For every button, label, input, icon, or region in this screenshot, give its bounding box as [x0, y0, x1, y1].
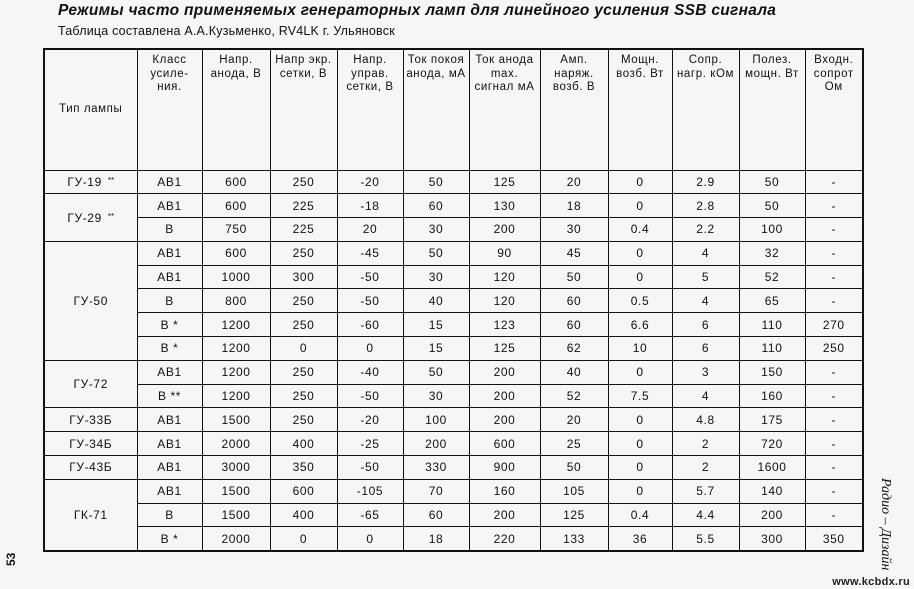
- header-excitation-amplitude: Амп. наряж. возб. В: [540, 49, 608, 170]
- header-type: Тип лампы: [44, 49, 137, 170]
- value-cell: 0: [608, 432, 672, 456]
- table-row: [44, 384, 863, 408]
- value-cell: 7.5: [608, 384, 672, 408]
- value-cell: 60: [540, 289, 608, 313]
- value-cell: -: [805, 170, 863, 194]
- value-cell: 6.6: [608, 313, 672, 337]
- value-cell: 150: [739, 360, 805, 384]
- header-anode-voltage: Напр. анода, В: [202, 49, 270, 170]
- value-cell: 125: [469, 337, 540, 361]
- value-cell: 100: [739, 218, 805, 242]
- header-input-resistance: Входн. сопрот Ом: [805, 49, 863, 170]
- value-cell: 60: [540, 313, 608, 337]
- value-cell: 250: [270, 384, 337, 408]
- value-cell: 225: [270, 218, 337, 242]
- tube-type: [44, 479, 137, 550]
- table-row: [44, 218, 863, 242]
- value-cell: -50: [337, 265, 403, 289]
- value-cell: 250: [270, 360, 337, 384]
- value-cell: 800: [202, 289, 270, 313]
- value-cell: 50: [739, 170, 805, 194]
- value-cell: 50: [403, 360, 469, 384]
- class-cell: АВ1: [137, 241, 202, 265]
- table-row: [44, 170, 863, 194]
- value-cell: -: [805, 289, 863, 313]
- value-cell: 600: [202, 170, 270, 194]
- header-grid-voltage: Напр. управ. сетки, В: [337, 49, 403, 170]
- value-cell: 160: [739, 384, 805, 408]
- class-cell: АВ1: [137, 265, 202, 289]
- value-cell: 200: [469, 408, 540, 432]
- value-cell: 160: [469, 479, 540, 503]
- value-cell: 350: [270, 456, 337, 480]
- header-load-resistance: Сопр. нагр. кОм: [672, 49, 739, 170]
- value-cell: 1200: [202, 313, 270, 337]
- value-cell: 1000: [202, 265, 270, 289]
- value-cell: 250: [270, 313, 337, 337]
- value-cell: 200: [469, 384, 540, 408]
- value-cell: 300: [270, 265, 337, 289]
- value-cell: 45: [540, 241, 608, 265]
- value-cell: 900: [469, 456, 540, 480]
- table-row: [44, 289, 863, 313]
- value-cell: 62: [540, 337, 608, 361]
- value-cell: 110: [739, 337, 805, 361]
- value-cell: 200: [469, 218, 540, 242]
- value-cell: 30: [403, 218, 469, 242]
- watermark: www.kcbdx.ru: [832, 576, 910, 588]
- value-cell: 4: [672, 289, 739, 313]
- value-cell: 225: [270, 194, 337, 218]
- value-cell: 120: [469, 265, 540, 289]
- page-number: 53: [4, 552, 18, 566]
- table-row: [44, 337, 863, 361]
- header-max-current: Ток анода max. сигнал мА: [469, 49, 540, 170]
- value-cell: 20: [540, 408, 608, 432]
- value-cell: 2.9: [672, 170, 739, 194]
- class-cell: В *: [137, 313, 202, 337]
- table-row: [44, 479, 863, 503]
- table-row: [44, 503, 863, 527]
- value-cell: 600: [469, 432, 540, 456]
- value-cell: 25: [540, 432, 608, 456]
- class-cell: В **: [137, 384, 202, 408]
- value-cell: 6: [672, 313, 739, 337]
- value-cell: 50: [540, 265, 608, 289]
- value-cell: 5: [672, 265, 739, 289]
- tube-type-label: ГУ-50: [73, 293, 108, 308]
- value-cell: 1500: [202, 503, 270, 527]
- value-cell: 4.8: [672, 408, 739, 432]
- value-cell: 0: [608, 170, 672, 194]
- value-cell: 300: [739, 527, 805, 551]
- value-cell: 400: [270, 503, 337, 527]
- tube-type-label: ГУ-33Б: [69, 412, 113, 427]
- value-cell: 200: [403, 432, 469, 456]
- value-cell: 133: [540, 527, 608, 551]
- header-output-power: Полез. мощн. Вт: [739, 49, 805, 170]
- value-cell: 1200: [202, 384, 270, 408]
- table-row: [44, 265, 863, 289]
- value-cell: 200: [739, 503, 805, 527]
- class-cell: В *: [137, 527, 202, 551]
- value-cell: 40: [540, 360, 608, 384]
- value-cell: -: [805, 218, 863, 242]
- value-cell: -: [805, 384, 863, 408]
- value-cell: 120: [469, 289, 540, 313]
- value-cell: 600: [202, 241, 270, 265]
- value-cell: 350: [805, 527, 863, 551]
- value-cell: 750: [202, 218, 270, 242]
- value-cell: 600: [270, 479, 337, 503]
- value-cell: 2: [672, 456, 739, 480]
- table-row: [44, 432, 863, 456]
- class-cell: АВ1: [137, 479, 202, 503]
- value-cell: 0: [270, 527, 337, 551]
- value-cell: 32: [739, 241, 805, 265]
- value-cell: 250: [270, 408, 337, 432]
- tube-type: [44, 408, 137, 432]
- value-cell: -20: [337, 408, 403, 432]
- value-cell: -60: [337, 313, 403, 337]
- value-cell: 5.5: [672, 527, 739, 551]
- class-cell: В: [137, 289, 202, 313]
- value-cell: -: [805, 479, 863, 503]
- class-cell: АВ1: [137, 170, 202, 194]
- value-cell: -65: [337, 503, 403, 527]
- value-cell: 0: [608, 241, 672, 265]
- class-cell: В: [137, 503, 202, 527]
- table-body: [44, 170, 863, 551]
- value-cell: 0.5: [608, 289, 672, 313]
- value-cell: 0: [337, 337, 403, 361]
- value-cell: 123: [469, 313, 540, 337]
- value-cell: 720: [739, 432, 805, 456]
- tube-type-label: ГУ-43Б: [69, 460, 113, 475]
- value-cell: 65: [739, 289, 805, 313]
- header-idle-current: Ток покоя анода, мА: [403, 49, 469, 170]
- tube-modes-table: [43, 48, 864, 552]
- class-cell: В: [137, 218, 202, 242]
- value-cell: 0.4: [608, 218, 672, 242]
- value-cell: 0: [608, 265, 672, 289]
- value-cell: 70: [403, 479, 469, 503]
- tube-type: [44, 241, 137, 360]
- value-cell: 1500: [202, 479, 270, 503]
- tube-type: [44, 456, 137, 480]
- value-cell: 250: [805, 337, 863, 361]
- header-screen-voltage: Напр экр. сетки, В: [270, 49, 337, 170]
- class-cell: В *: [137, 337, 202, 361]
- table-row: [44, 360, 863, 384]
- value-cell: 20: [337, 218, 403, 242]
- value-cell: 30: [403, 265, 469, 289]
- value-cell: 0: [608, 408, 672, 432]
- footnote-mark: **: [107, 211, 115, 221]
- value-cell: 18: [540, 194, 608, 218]
- value-cell: 0: [608, 360, 672, 384]
- value-cell: -18: [337, 194, 403, 218]
- tube-type-label: ГК-71: [73, 507, 108, 522]
- class-cell: АВ1: [137, 194, 202, 218]
- tube-type-label: ГУ-29: [67, 210, 102, 225]
- value-cell: -20: [337, 170, 403, 194]
- value-cell: 52: [540, 384, 608, 408]
- value-cell: 220: [469, 527, 540, 551]
- value-cell: -: [805, 194, 863, 218]
- value-cell: 0: [608, 194, 672, 218]
- value-cell: 100: [403, 408, 469, 432]
- value-cell: 2000: [202, 432, 270, 456]
- value-cell: 330: [403, 456, 469, 480]
- value-cell: 1200: [202, 337, 270, 361]
- value-cell: 10: [608, 337, 672, 361]
- side-caption: Радио – Дизайн: [878, 478, 893, 571]
- header-excitation-power: Мощн. возб. Вт: [608, 49, 672, 170]
- value-cell: 200: [469, 503, 540, 527]
- table-row: [44, 456, 863, 480]
- value-cell: 50: [739, 194, 805, 218]
- value-cell: 105: [540, 479, 608, 503]
- value-cell: 50: [403, 170, 469, 194]
- value-cell: 4: [672, 384, 739, 408]
- value-cell: 30: [540, 218, 608, 242]
- value-cell: 4: [672, 241, 739, 265]
- page-title: Режимы часто применяемых генераторных ламп для линейного усиления SSB сигнала: [58, 2, 777, 19]
- value-cell: -50: [337, 289, 403, 313]
- tube-type: [44, 432, 137, 456]
- value-cell: -45: [337, 241, 403, 265]
- value-cell: 3000: [202, 456, 270, 480]
- value-cell: 130: [469, 194, 540, 218]
- tube-type-label: ГУ-72: [73, 377, 108, 392]
- value-cell: -: [805, 432, 863, 456]
- value-cell: -: [805, 265, 863, 289]
- value-cell: 0: [608, 456, 672, 480]
- value-cell: 1600: [739, 456, 805, 480]
- value-cell: 36: [608, 527, 672, 551]
- value-cell: -: [805, 241, 863, 265]
- table-row: [44, 241, 863, 265]
- value-cell: 600: [202, 194, 270, 218]
- value-cell: 20: [540, 170, 608, 194]
- value-cell: -: [805, 456, 863, 480]
- value-cell: 175: [739, 408, 805, 432]
- value-cell: -40: [337, 360, 403, 384]
- table-row: [44, 194, 863, 218]
- value-cell: 0: [337, 527, 403, 551]
- tube-type-label: ГУ-19: [67, 174, 102, 189]
- footnote-mark: **: [107, 175, 115, 185]
- value-cell: 2.2: [672, 218, 739, 242]
- class-cell: АВ1: [137, 432, 202, 456]
- value-cell: 50: [540, 456, 608, 480]
- page-subtitle: Таблица составлена А.А.Кузьменко, RV4LK г. Ульяновск: [58, 24, 395, 38]
- table-row: [44, 408, 863, 432]
- value-cell: 30: [403, 384, 469, 408]
- value-cell: 2000: [202, 527, 270, 551]
- header-class: Класс усиле- ния.: [137, 49, 202, 170]
- value-cell: 270: [805, 313, 863, 337]
- tube-type-label: ГУ-34Б: [69, 436, 113, 451]
- value-cell: -: [805, 408, 863, 432]
- value-cell: 0: [608, 479, 672, 503]
- value-cell: -50: [337, 456, 403, 480]
- value-cell: 15: [403, 337, 469, 361]
- value-cell: 110: [739, 313, 805, 337]
- class-cell: АВ1: [137, 360, 202, 384]
- value-cell: -105: [337, 479, 403, 503]
- tube-type: [44, 360, 137, 408]
- value-cell: 125: [540, 503, 608, 527]
- value-cell: 15: [403, 313, 469, 337]
- value-cell: -25: [337, 432, 403, 456]
- value-cell: 2: [672, 432, 739, 456]
- value-cell: 60: [403, 503, 469, 527]
- value-cell: 2.8: [672, 194, 739, 218]
- table-row: [44, 527, 863, 551]
- value-cell: 52: [739, 265, 805, 289]
- value-cell: 4.4: [672, 503, 739, 527]
- value-cell: 125: [469, 170, 540, 194]
- value-cell: 250: [270, 241, 337, 265]
- value-cell: 5.7: [672, 479, 739, 503]
- value-cell: -: [805, 360, 863, 384]
- table-row: [44, 313, 863, 337]
- class-cell: АВ1: [137, 456, 202, 480]
- value-cell: 3: [672, 360, 739, 384]
- value-cell: 200: [469, 360, 540, 384]
- value-cell: 1500: [202, 408, 270, 432]
- value-cell: 250: [270, 170, 337, 194]
- value-cell: 1200: [202, 360, 270, 384]
- value-cell: 50: [403, 241, 469, 265]
- value-cell: 0.4: [608, 503, 672, 527]
- value-cell: 6: [672, 337, 739, 361]
- value-cell: 90: [469, 241, 540, 265]
- class-cell: АВ1: [137, 408, 202, 432]
- tube-type: [44, 194, 137, 242]
- value-cell: -50: [337, 384, 403, 408]
- value-cell: -: [805, 503, 863, 527]
- value-cell: 140: [739, 479, 805, 503]
- value-cell: 400: [270, 432, 337, 456]
- value-cell: 18: [403, 527, 469, 551]
- value-cell: 0: [270, 337, 337, 361]
- tube-type: [44, 170, 137, 194]
- value-cell: 60: [403, 194, 469, 218]
- value-cell: 40: [403, 289, 469, 313]
- value-cell: 250: [270, 289, 337, 313]
